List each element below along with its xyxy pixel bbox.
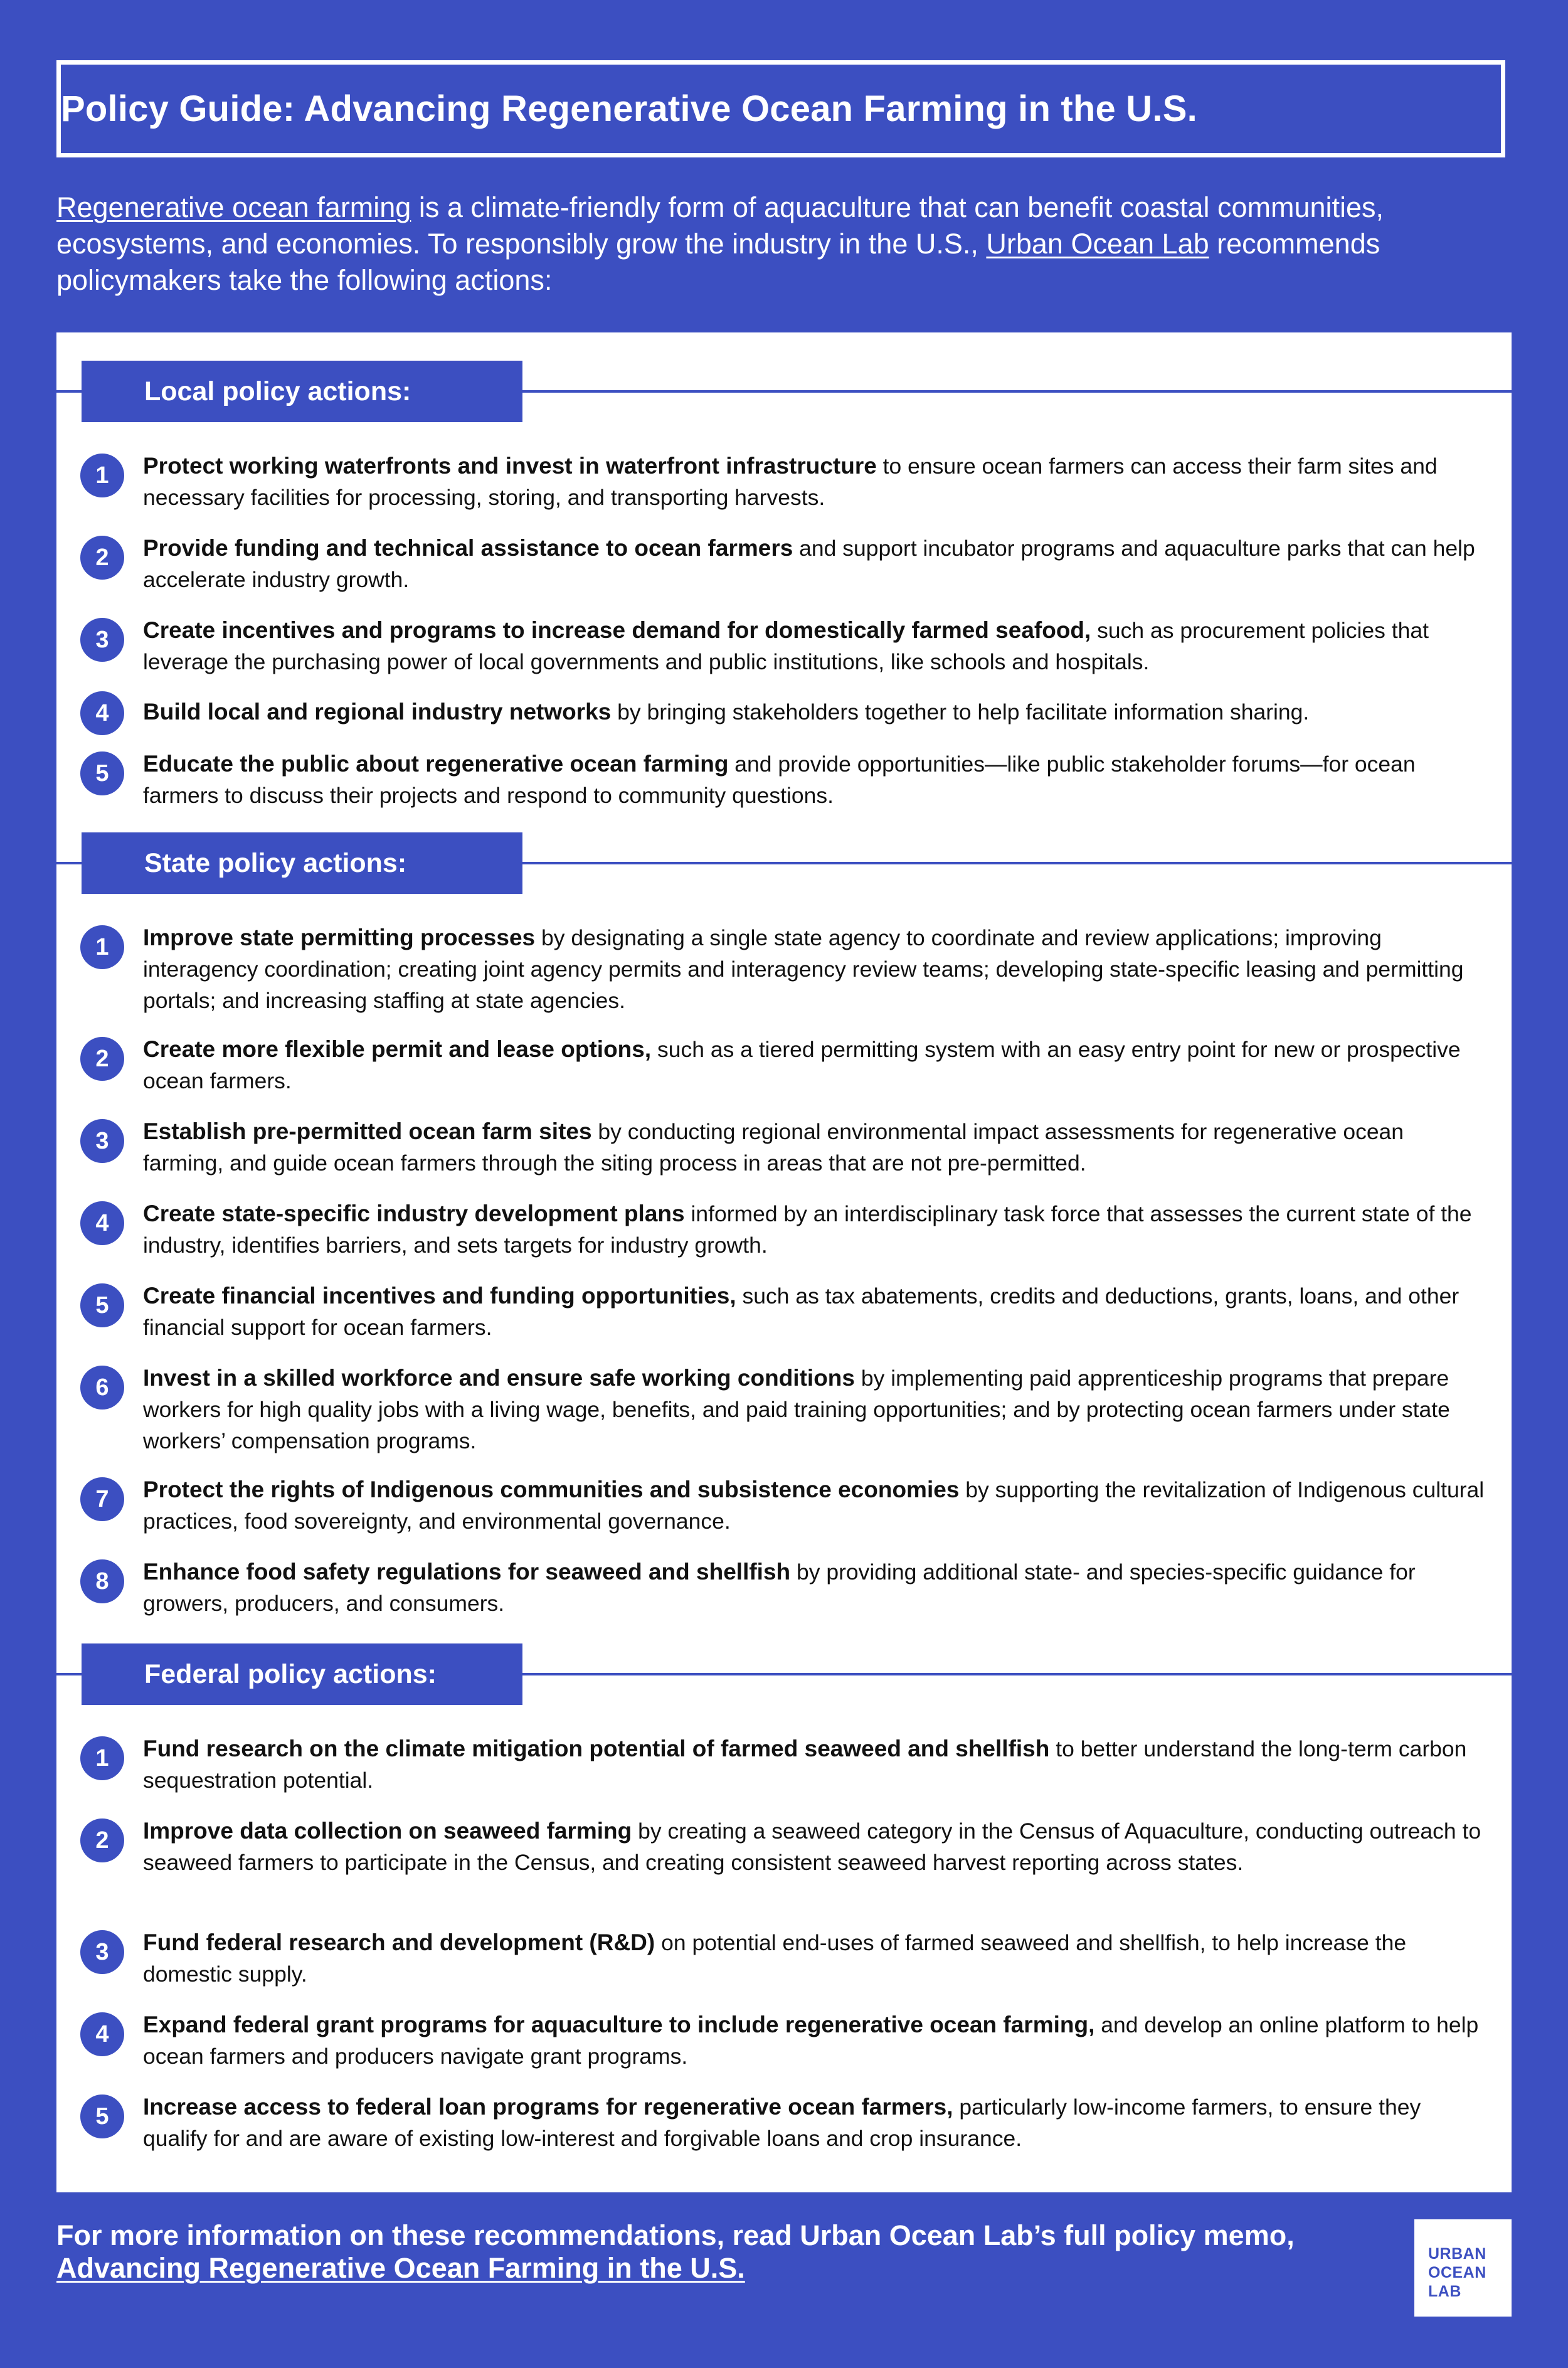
intro-paragraph bbox=[56, 189, 1512, 299]
item-text bbox=[143, 1116, 1485, 1179]
item-number-badge: 3 bbox=[80, 618, 124, 662]
item-text bbox=[143, 1474, 1485, 1537]
item-heading: Create financial incentives and funding opportunities, bbox=[143, 1283, 736, 1309]
urban-ocean-lab-logo bbox=[1414, 2219, 1512, 2317]
item-body: and support incubator programs and aquaculture parks that can help accelerate industry growth. bbox=[143, 536, 1475, 592]
item-body: by creating a seaweed category in the Census of Aquaculture, conducting outreach to seaweed farmers to participate in the Census, and creating consistent seaweed harvest reporting across states. bbox=[143, 1818, 1481, 1875]
item-body: by supporting the revitalization of Indigenous cultural practices, food sovereignty, and environmental governance. bbox=[143, 1477, 1485, 1534]
item-number-badge: 1 bbox=[80, 454, 124, 497]
item-number-badge: 4 bbox=[80, 1201, 124, 1245]
item-heading: Create state-specific industry development plans bbox=[143, 1201, 685, 1226]
regenerative-ocean-farming-link[interactable]: Regenerative ocean farming bbox=[56, 191, 411, 223]
item-heading: Create incentives and programs to increase demand for domestically farmed seafood, bbox=[143, 617, 1091, 643]
item-number-badge: 5 bbox=[80, 751, 124, 795]
item-heading: Establish pre-permitted ocean farm sites bbox=[143, 1118, 592, 1144]
item-text bbox=[143, 1927, 1485, 1990]
item-body: and provide opportunities—like public stakeholder forums—for ocean farmers to discuss their projects and respond to community questions. bbox=[143, 751, 1416, 808]
item-heading: Create more flexible permit and lease options, bbox=[143, 1036, 652, 1062]
item-text bbox=[143, 615, 1485, 677]
item-heading: Provide funding and technical assistance to ocean farmers bbox=[143, 535, 793, 561]
urban-ocean-lab-link[interactable]: Urban Ocean Lab bbox=[986, 228, 1209, 260]
item-body: such as tax abatements, credits and deductions, grants, loans, and other financial support for ocean farmers. bbox=[143, 1283, 1459, 1340]
item-heading: Protect working waterfronts and invest in waterfront infrastructure bbox=[143, 453, 877, 479]
item-text bbox=[143, 1733, 1485, 1796]
item-heading: Fund research on the climate mitigation potential of farmed seaweed and shellfish bbox=[143, 1736, 1050, 1761]
item-text bbox=[143, 2009, 1485, 2072]
item-number-badge: 2 bbox=[80, 1037, 124, 1081]
item-body: such as procurement policies that leverage the purchasing power of local governments and public institutions, like schools and hospitals. bbox=[143, 618, 1429, 674]
item-text bbox=[143, 748, 1485, 811]
item-text bbox=[143, 922, 1485, 1016]
state-section-label: State policy actions: bbox=[82, 832, 522, 894]
item-number-badge: 7 bbox=[80, 1477, 124, 1521]
item-text bbox=[143, 533, 1485, 595]
footer-text: For more information on these recommendations, read Urban Ocean Lab’s full policy memo, bbox=[56, 2219, 1295, 2251]
item-heading: Build local and regional industry networks bbox=[143, 699, 612, 725]
item-text bbox=[143, 1815, 1485, 1878]
item-heading: Improve data collection on seaweed farming bbox=[143, 1818, 632, 1844]
item-body: and develop an online platform to help ocean farmers and producers navigate grant programs. bbox=[143, 2012, 1479, 2069]
item-heading: Protect the rights of Indigenous communities and subsistence economies bbox=[143, 1477, 960, 1502]
item-body: such as a tiered permitting system with an easy entry point for new or prospective ocean farmers. bbox=[143, 1037, 1461, 1093]
intro-text-2: recommends policymakers take the following actions: bbox=[56, 228, 1380, 296]
item-body: by implementing paid apprenticeship programs that prepare workers for high quality jobs with a living wage, benefits, and paid training opportunities; and by protecting ocean farmers under state workers’ compensation programs. bbox=[143, 1366, 1450, 1453]
item-text bbox=[143, 1556, 1485, 1619]
item-body: particularly low-income farmers, to ensure they qualify for and are aware of existing low-interest and forgivable loans and crop insurance. bbox=[143, 2095, 1421, 2151]
local-section-label: Local policy actions: bbox=[82, 361, 522, 422]
item-heading: Enhance food safety regulations for seaweed and shellfish bbox=[143, 1559, 791, 1585]
item-number-badge: 5 bbox=[80, 2095, 124, 2138]
logo-line: LAB bbox=[1428, 2283, 1461, 2300]
item-heading: Expand federal grant programs for aquaculture to include regenerative ocean farming, bbox=[143, 2012, 1095, 2037]
item-text bbox=[143, 2091, 1485, 2154]
item-number-badge: 4 bbox=[80, 691, 124, 735]
footer-note bbox=[56, 2219, 1405, 2285]
item-body: by conducting regional environmental impact assessments for regenerative ocean farming, and guide ocean farmers through the siting process in areas that are not pre-permitted. bbox=[143, 1119, 1404, 1176]
item-heading: Increase access to federal loan programs for regenerative ocean farmers, bbox=[143, 2094, 953, 2120]
item-text bbox=[143, 1198, 1485, 1261]
item-number-badge: 3 bbox=[80, 1930, 124, 1974]
item-number-badge: 3 bbox=[80, 1119, 124, 1163]
item-number-badge: 2 bbox=[80, 536, 124, 580]
logo-line: OCEAN bbox=[1428, 2264, 1486, 2281]
item-text bbox=[143, 696, 1485, 728]
item-heading: Invest in a skilled workforce and ensure safe working conditions bbox=[143, 1365, 855, 1391]
item-body: by designating a single state agency to coordinate and review applications; improving interagency coordination; creating joint agency permits and interagency review teams; developing state-specific leasing and permitting portals; and increasing staffing at state agencies. bbox=[143, 925, 1464, 1013]
item-number-badge: 8 bbox=[80, 1559, 124, 1603]
page-title: Policy Guide: Advancing Regenerative Ocean Farming in the U.S. bbox=[61, 88, 1197, 129]
item-body: informed by an interdisciplinary task force that assesses the current state of the industry, identifies barriers, and sets targets for industry growth. bbox=[143, 1201, 1472, 1258]
title-box bbox=[56, 60, 1505, 157]
item-number-badge: 6 bbox=[80, 1366, 124, 1410]
item-body: by providing additional state- and species-specific guidance for growers, producers, and consumers. bbox=[143, 1559, 1416, 1616]
logo-line: URBAN bbox=[1428, 2245, 1486, 2263]
item-heading: Educate the public about regenerative ocean farming bbox=[143, 751, 729, 777]
policy-memo-link[interactable]: Advancing Regenerative Ocean Farming in the U.S. bbox=[56, 2252, 745, 2284]
policy-panel bbox=[56, 332, 1512, 2192]
item-heading: Improve state permitting processes bbox=[143, 925, 536, 950]
item-heading: Fund federal research and development (R&D) bbox=[143, 1930, 655, 1955]
item-body: by bringing stakeholders together to help facilitate information sharing. bbox=[611, 699, 1310, 725]
item-body: to better understand the long-term carbon sequestration potential. bbox=[143, 1736, 1467, 1793]
item-text bbox=[143, 1034, 1485, 1096]
item-number-badge: 4 bbox=[80, 2012, 124, 2056]
intro-text-1: is a climate-friendly form of aquaculture that can benefit coastal communities, ecosystems, and economies. To responsibly grow the industry in the U.S., bbox=[56, 191, 1384, 260]
federal-section-label: Federal policy actions: bbox=[82, 1643, 522, 1705]
item-text bbox=[143, 1362, 1485, 1457]
item-text bbox=[143, 450, 1485, 513]
item-number-badge: 1 bbox=[80, 1736, 124, 1780]
item-text bbox=[143, 1280, 1485, 1343]
item-number-badge: 2 bbox=[80, 1818, 124, 1862]
item-number-badge: 5 bbox=[80, 1283, 124, 1327]
item-body: on potential end-uses of farmed seaweed and shellfish, to help increase the domestic supply. bbox=[143, 1930, 1407, 1987]
item-body: to ensure ocean farmers can access their farm sites and necessary facilities for processing, storing, and transporting harvests. bbox=[143, 454, 1438, 510]
item-number-badge: 1 bbox=[80, 925, 124, 969]
